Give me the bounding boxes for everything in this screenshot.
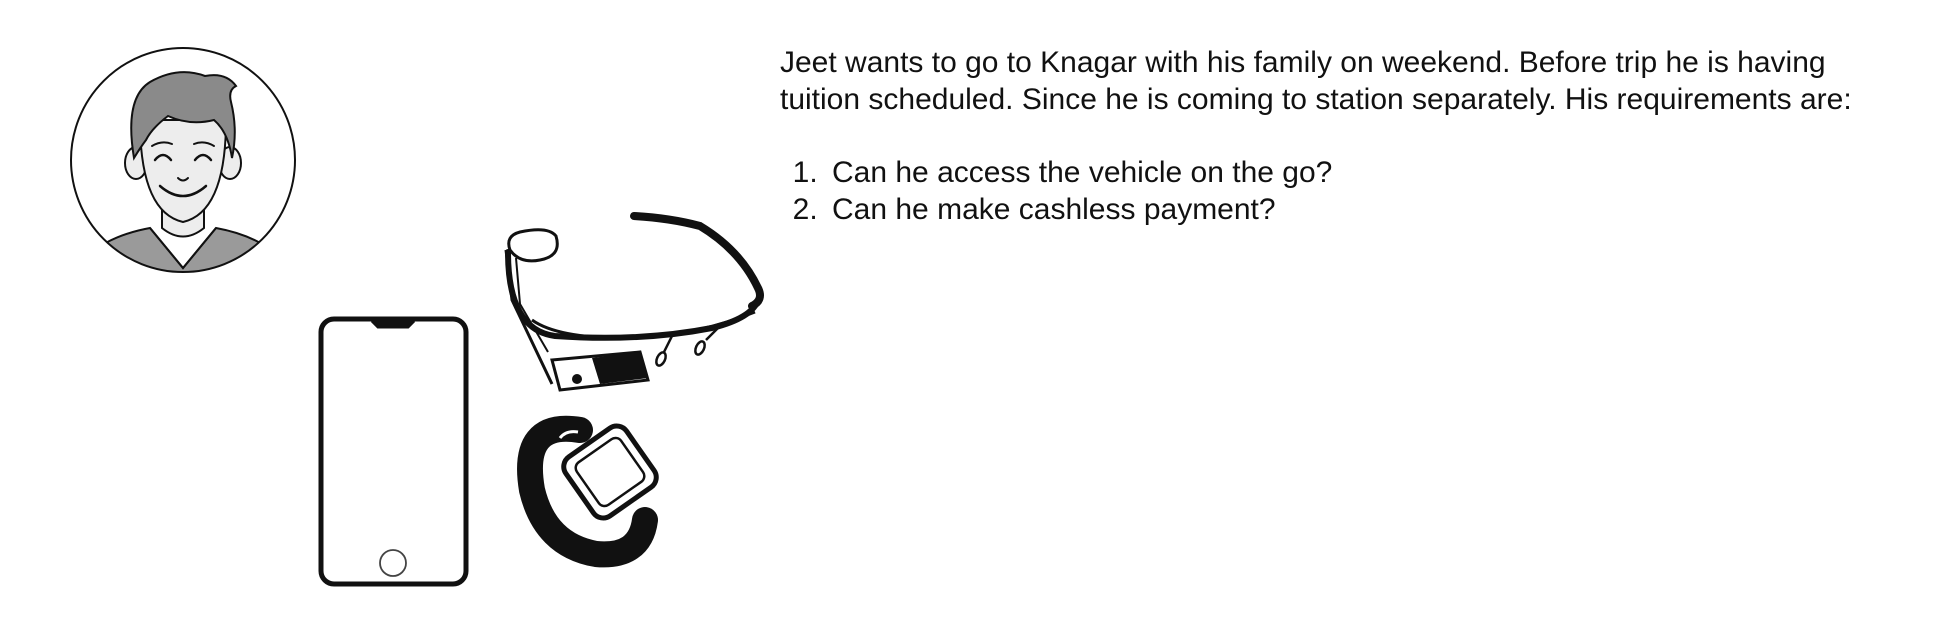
requirement-item: 2. Can he make cashless payment? <box>826 191 1900 228</box>
smartwatch-icon <box>530 421 661 554</box>
user-avatar-icon <box>70 48 296 275</box>
scenario-description: Jeet wants to go to Knagar with his family on weekend. Before trip he is having tuition scheduled. Since he is coming to station separately. His requirements are: <box>780 46 1852 116</box>
smart-glasses-icon <box>506 216 760 390</box>
requirement-item: 1. Can he access the vehicle on the go? <box>826 154 1900 191</box>
smartphone-icon <box>321 319 466 584</box>
illustration <box>0 0 780 630</box>
requirements-list <box>780 154 1900 228</box>
scenario-panel <box>780 44 1900 228</box>
